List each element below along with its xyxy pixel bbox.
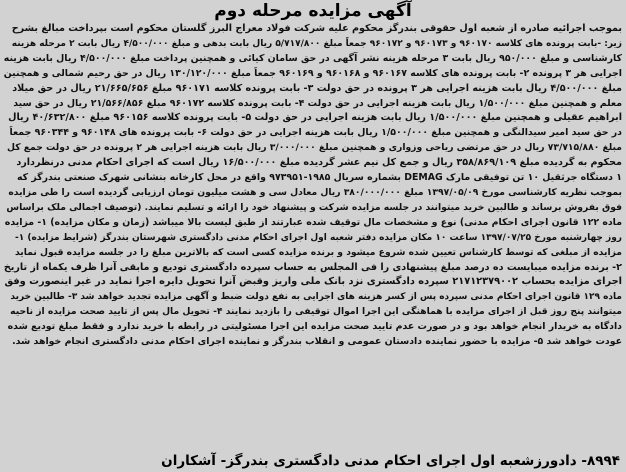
notice-line: فوق بفروش برساند و طالبین خرید میتوانند در جلسه مزایده شرکت و پیشنهاد خود را ارائه و تسلیم نمایند. (توصیف اجمالی ملک براساس — [6, 201, 622, 213]
notice-line: دادگاه به خریدار انجام خواهد بود و در صورت عدم تایید صحت مزایده این اجرا مسئولیتی در رابطه با خرید ندارد و فقط مبلغ تودیع شده — [7, 321, 622, 333]
notice-line: اجرایی هر ۳ پرونده ۲- بابت پرونده های کلاسه ۹۶۰۱۶۷ و ۹۶۰۱۶۸ و ۹۶۰۱۶۹ جمعاً مبلغ ۱۳۰/۱۲۰/۰۰۰ ریال در حق رحیم شمالی و همچنین — [4, 67, 622, 79]
notice-line: میتوانند پنج روز قبل از اجرای مزایده با هماهنگی این اجرا اموال توقیفی را بازدید نمایند ۴- تحویل مال پس از تایید صحت مزایده از ناحیه — [10, 306, 622, 318]
notice-line: ماده ۱۲۹ قانون اجرای احکام مدنی سپرده پس از کسر هزینه های اجرایی به نفع دولت ضبط و آگهی مزایده تجدید خواهد شد ۳- طالبین خرید — [10, 292, 622, 303]
notice-line: معلم و همچنین مبلغ ۱/۵۰۰/۰۰۰ ریال بابت هزینه اجرایی در حق دولت ۴- بابت پرونده کلاسه ۹۶۰۱۷۲ مبلغ ۲۱/۵۶۶/۸۵۶ ریال در حق سید — [13, 97, 622, 109]
notice-line: کارشناسی و مبلغ ۹۵۰/۰۰۰ ریال بابت ۳ مرحله هزینه نشر آگهی در حق سامان کیائی و همچنین پرداخت مبلغ ۴/۵۰۰/۰۰۰ ریال بابت هزینه — [4, 52, 622, 64]
notice-body — [4, 22, 622, 350]
notice-line: ۱ دستگاه جرثقیل ۱۰ تن توفیقی مارک DEMAG بشماره سریال ۱۹۸۵-۹۷۳۹۵۱ واقع در محل کارخانه بنشانی شهرک صنعتی بندرگز که — [16, 172, 622, 184]
notice-line: عودت خواهد شد ۵- مزایده با حضور نماینده دادستان عمومی و انقلاب بندرگز و نماینده اجرای احکام مدنی دادگستری انجام خواهد شد. — [12, 336, 622, 348]
notice-line: ماده ۱۲۲ قانون اجرای احکام مدنی) نوع و مشخصات مال توقیف شده عبارتند از طبق لیست بالا میباشد (زمان و مکان مزایده) ۱- مزایده — [4, 216, 622, 228]
notice-footer: ۸۹۹۴- دادورزشعبه اول اجرای احکام مدنی دادگستری بندرگز- آشکاران — [161, 453, 620, 469]
notice-line: مبلغ ۴/۵۰۰/۰۰۰ ریال بابت هزینه اجرایی هر ۳ پرونده در حق دولت ۳- بابت پرونده کلاسه ۹۶۰۱۷۱ مبلغ ۲۱/۶۶۵/۶۵۶ ریال در حق میلاد — [12, 82, 622, 94]
notice-line: ابراهیم عقیلی و همچنین مبلغ ۱/۵۰۰/۰۰۰ ریال بابت هزینه اجرایی در حق دولت ۵- بابت پرونده کلاسه ۹۶۰۱۵۶ مبلغ ۴۰/۶۳۲/۸۰۰ ریال — [8, 112, 622, 124]
notice-line: محکوم به گردیده مبلغ ۳۵۸/۸۶۹/۱۰۹ ریال و جمع کل نیم عشر گردیده مبلغ ۱۶/۵۰۰/۰۰۰ ریال است که اجرای احکام مدنی درنظردارد — [16, 157, 622, 169]
notice-line: مبلغ ۷۳/۷۱۵/۸۸۰ ریال در حق مرتضی ریاحی وزواری و همچنین مبلغ ۳/۰۰۰/۰۰۰ ریال بابت هزینه اجرایی هر ۲ پرونده در حق دولت جمع کل — [7, 142, 622, 154]
notice-line: در حق سید امیر سیدالنگی و همچنین مبلغ ۱/۵۰۰/۰۰۰ ریال بابت هزینه اجرایی در حق دولت ۶- بابت پرونده های ۹۶۰۱۴۸ و ۹۶۰۳۴۴ جمعاً — [9, 127, 622, 139]
notice-line: اجرای مزایده بحساب ۲۱۷۱۲۳۷۹۰۰۲ سپرده دادگستری نزد بانک ملی واریز وقبض آنرا تحویل دایره اجرا نماید در غیر اینصورت وفق — [4, 276, 622, 288]
notice-line: روز چهارشنبه مورخ ۱۳۹۷/۰۷/۲۵ ساعت ۱۰ مکان مزایده دفتر شعبه اول اجرای احکام مدنی دادگستری شهرستان بندرگز (شرایط مزایده) ۱- — [14, 232, 622, 243]
notice-line: بموجب اجرائیه صادره از شعبه اول حقوقی بندرگز محکوم علیه شرکت فولاد معراج البرز گلستان محکوم است بپرداخت مبالغ بشرح — [11, 23, 622, 34]
notice-line: مزایده از مبلغی که توسط کارشناس تعیین شده شروع میشود و برنده مزایده کسی است که بالاترین مبلغ را در جلسه مزایده قبول نماید — [14, 246, 622, 258]
notice-title: آگهی مزایده مرحله دوم — [214, 1, 412, 21]
notice-line: ۲- برنده مزایده میبایست ده درصد مبلغ پیشنهادی را فی المجلس به حساب سپرده دادگستری تودیع و مابقی آنرا ظرف یکماه از تاریخ — [4, 261, 622, 273]
notice-line: بموجب نظریه کارشناسی مورخ ۱۳۹۷/۰۵/۰۹ مبلغ ۳۸۰/۰۰۰/۰۰۰ ریال معادل سی و هشت میلیون تومان ارزیابی گردیده است را طی مزایده — [8, 186, 622, 198]
notice-line: زیر: -بابت پرونده های کلاسه ۹۶۰۱۷۰ و ۹۶۰۱۷۳ و ۹۶۰۱۷۲ جمعاً مبلغ ۵/۷۱۷/۸۰۰ ریال بابت بدهی و مبلغ ۴/۵۰۰/۰۰۰ ریال بابت ۲ مرحله هزینه — [11, 38, 622, 49]
